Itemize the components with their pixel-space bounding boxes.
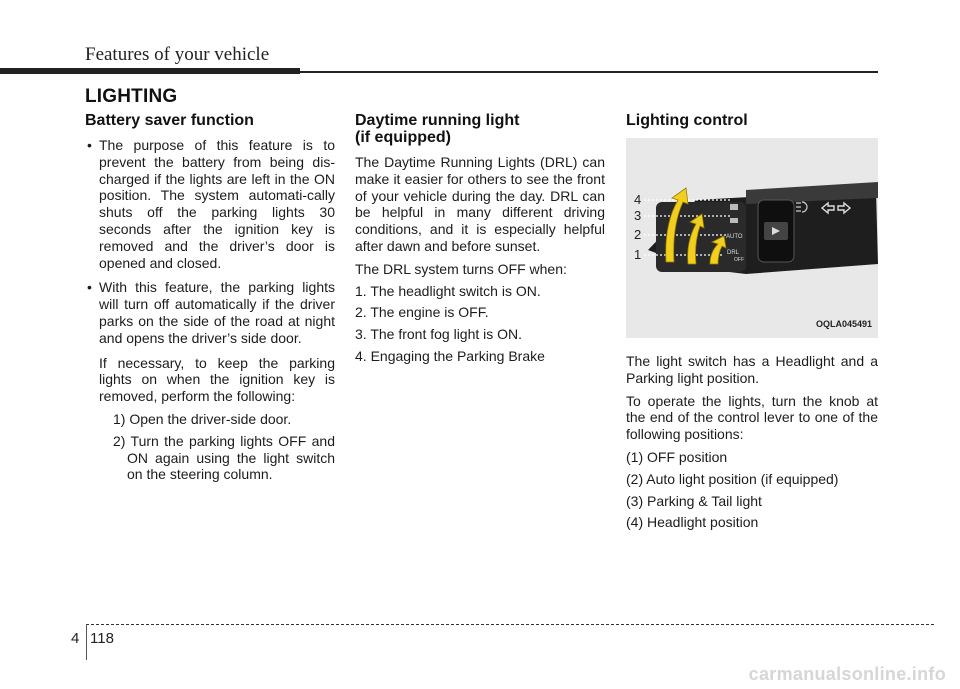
column-battery-saver bbox=[85, 112, 335, 488]
position-item: (3) Parking & Tail light bbox=[626, 492, 762, 509]
header-bar bbox=[0, 68, 300, 74]
position-item: (4) Headlight position bbox=[626, 514, 759, 531]
step-item: 2) Turn the parking lights OFF and ON again using the light switch on the steering column. bbox=[113, 432, 335, 483]
position-number-4: 4 bbox=[634, 192, 642, 207]
bullet-text: With this feature, the parking lights will turn off automatically if the driver parks on the side of the road at night and opens the driver’s side door. bbox=[99, 279, 335, 346]
bullet-item bbox=[85, 137, 335, 271]
light-switch-illustration bbox=[626, 138, 878, 338]
section-title: LIGHTING bbox=[85, 86, 178, 107]
drl-heading-line1: Daytime running light bbox=[355, 112, 520, 129]
auto-label: AUTO bbox=[726, 234, 743, 240]
lighting-para-2: To operate the lights, turn the knob at the end of the control lever to one of the following positions: bbox=[626, 392, 878, 443]
drl-condition: 4. Engaging the Parking Brake bbox=[355, 347, 545, 364]
position-item: (1) OFF position bbox=[626, 448, 728, 465]
drl-condition: 3. The front fog light is ON. bbox=[355, 326, 523, 343]
chapter-number: 4 bbox=[71, 630, 80, 647]
position-number-2: 2 bbox=[634, 227, 642, 242]
battery-saver-note: If necessary, to keep the parking lights on when the ignition key is removed, perform the following: bbox=[99, 354, 335, 405]
drl-label: DRL bbox=[727, 250, 740, 256]
drl-off-when: The DRL system turns OFF when: bbox=[355, 260, 567, 277]
watermark: carmanualsonline.info bbox=[748, 664, 946, 684]
bullet-item bbox=[85, 279, 335, 346]
bullet-dot: • bbox=[87, 279, 92, 296]
off-label: OFF bbox=[734, 257, 744, 263]
header-rule bbox=[300, 71, 878, 73]
drl-intro: The Daytime Running Lights (DRL) can make it easier for others to see the front of your vehicle during the day. DRL can be helpful in many different driving conditions, and it is especially helpful after dawn and before sunset. bbox=[355, 154, 605, 254]
lighting-control-heading: Lighting control bbox=[626, 112, 748, 129]
position-number-1: 1 bbox=[634, 247, 642, 262]
column-drl bbox=[355, 112, 605, 370]
column-lighting-control bbox=[626, 112, 878, 536]
footer-divider bbox=[86, 624, 87, 660]
drl-condition: 2. The engine is OFF. bbox=[355, 304, 489, 321]
page-number: 118 bbox=[90, 630, 114, 647]
figure-code: OQLA045491 bbox=[815, 319, 872, 330]
drl-heading bbox=[355, 112, 605, 146]
drl-heading-line2: (if equipped) bbox=[355, 129, 451, 146]
lighting-para-1: The light switch has a Headlight and a Parking light position. bbox=[626, 353, 878, 386]
bullet-text: The purpose of this feature is to prevent the battery from being dis-charged if the lights are left in the ON position. The system automati-cally shuts off the parking lights 30 seconds after the ignition key is removed and the driver’s door is opened and closed. bbox=[99, 137, 335, 271]
battery-saver-heading: Battery saver function bbox=[85, 112, 254, 129]
drl-condition: 1. The headlight switch is ON. bbox=[355, 282, 541, 299]
bullet-dot: • bbox=[87, 137, 92, 153]
light-switch-figure bbox=[626, 138, 878, 338]
header-title: Features of your vehicle bbox=[85, 44, 270, 65]
step-item: 1) Open the driver-side door. bbox=[113, 410, 292, 427]
position-item: (2) Auto light position (if equipped) bbox=[626, 470, 839, 487]
position-number-3: 3 bbox=[634, 208, 642, 223]
footer-rule bbox=[86, 624, 934, 625]
